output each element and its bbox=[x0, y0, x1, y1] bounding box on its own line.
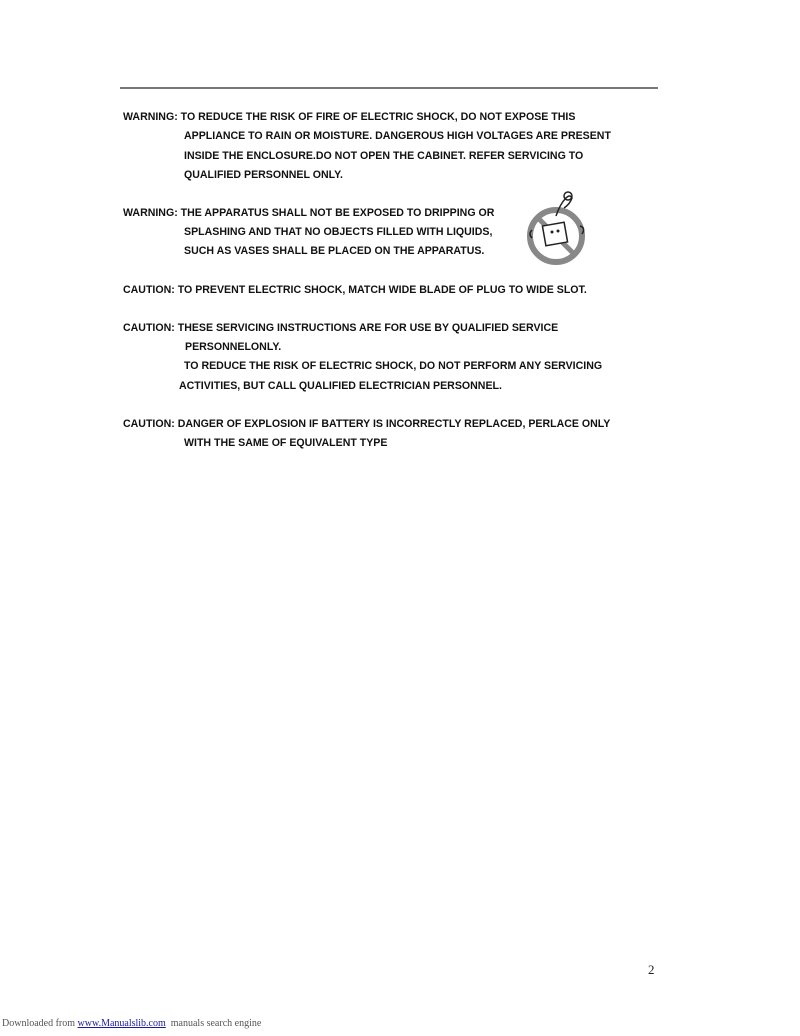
warning-2-line-2: SPLASHING AND THAT NO OBJECTS FILLED WITH LIQUIDS, bbox=[184, 226, 493, 238]
manualslib-link[interactable]: www.Manualslib.com bbox=[77, 1018, 166, 1029]
page-number: 2 bbox=[648, 962, 655, 977]
caution-2-line-2: PERSONNELONLY. bbox=[185, 341, 282, 353]
footer-prefix: Downloaded from bbox=[2, 1018, 78, 1029]
caution-2-line-3: TO REDUCE THE RISK OF ELECTRIC SHOCK, DO NOT PERFORM ANY SERVICING bbox=[184, 360, 603, 372]
warning-2-line-3: SUCH AS VASES SHALL BE PLACED ON THE APPARATUS. bbox=[184, 245, 485, 257]
caution-3-line-1: CAUTION: DANGER OF EXPLOSION IF BATTERY IS INCORRECTLY REPLACED, PERLACE ONLY bbox=[123, 418, 611, 430]
footer-suffix: manuals search engine bbox=[165, 1018, 262, 1029]
caution-2-line-1: CAUTION: THESE SERVICING INSTRUCTIONS ARE FOR USE BY QUALIFIED SERVICE bbox=[123, 322, 559, 334]
warning-1-line-1: WARNING: TO REDUCE THE RISK OF FIRE OF ELECTRIC SHOCK, DO NOT EXPOSE THIS bbox=[123, 111, 576, 123]
warning-1-line-2: APPLIANCE TO RAIN OR MOISTURE. DANGEROUS HIGH VOLTAGES ARE PRESENT bbox=[184, 130, 611, 142]
no-liquids-illustration-icon bbox=[526, 186, 590, 272]
warning-2-line-1: WARNING: THE APPARATUS SHALL NOT BE EXPOSED TO DRIPPING OR bbox=[123, 207, 495, 219]
warning-1-line-3: INSIDE THE ENCLOSURE.DO NOT OPEN THE CABINET. REFER SERVICING TO bbox=[184, 150, 584, 162]
caution-1-line-1: CAUTION: TO PREVENT ELECTRIC SHOCK, MATCH WIDE BLADE OF PLUG TO WIDE SLOT. bbox=[123, 284, 587, 296]
caution-2-line-4: ACTIVITIES, BUT CALL QUALIFIED ELECTRICIAN PERSONNEL. bbox=[179, 380, 502, 392]
warning-1-line-4: QUALIFIED PERSONNEL ONLY. bbox=[184, 169, 343, 181]
download-footer bbox=[2, 1018, 261, 1029]
caution-3-line-2: WITH THE SAME OF EQUIVALENT TYPE bbox=[184, 437, 388, 449]
header-rule bbox=[120, 87, 658, 89]
